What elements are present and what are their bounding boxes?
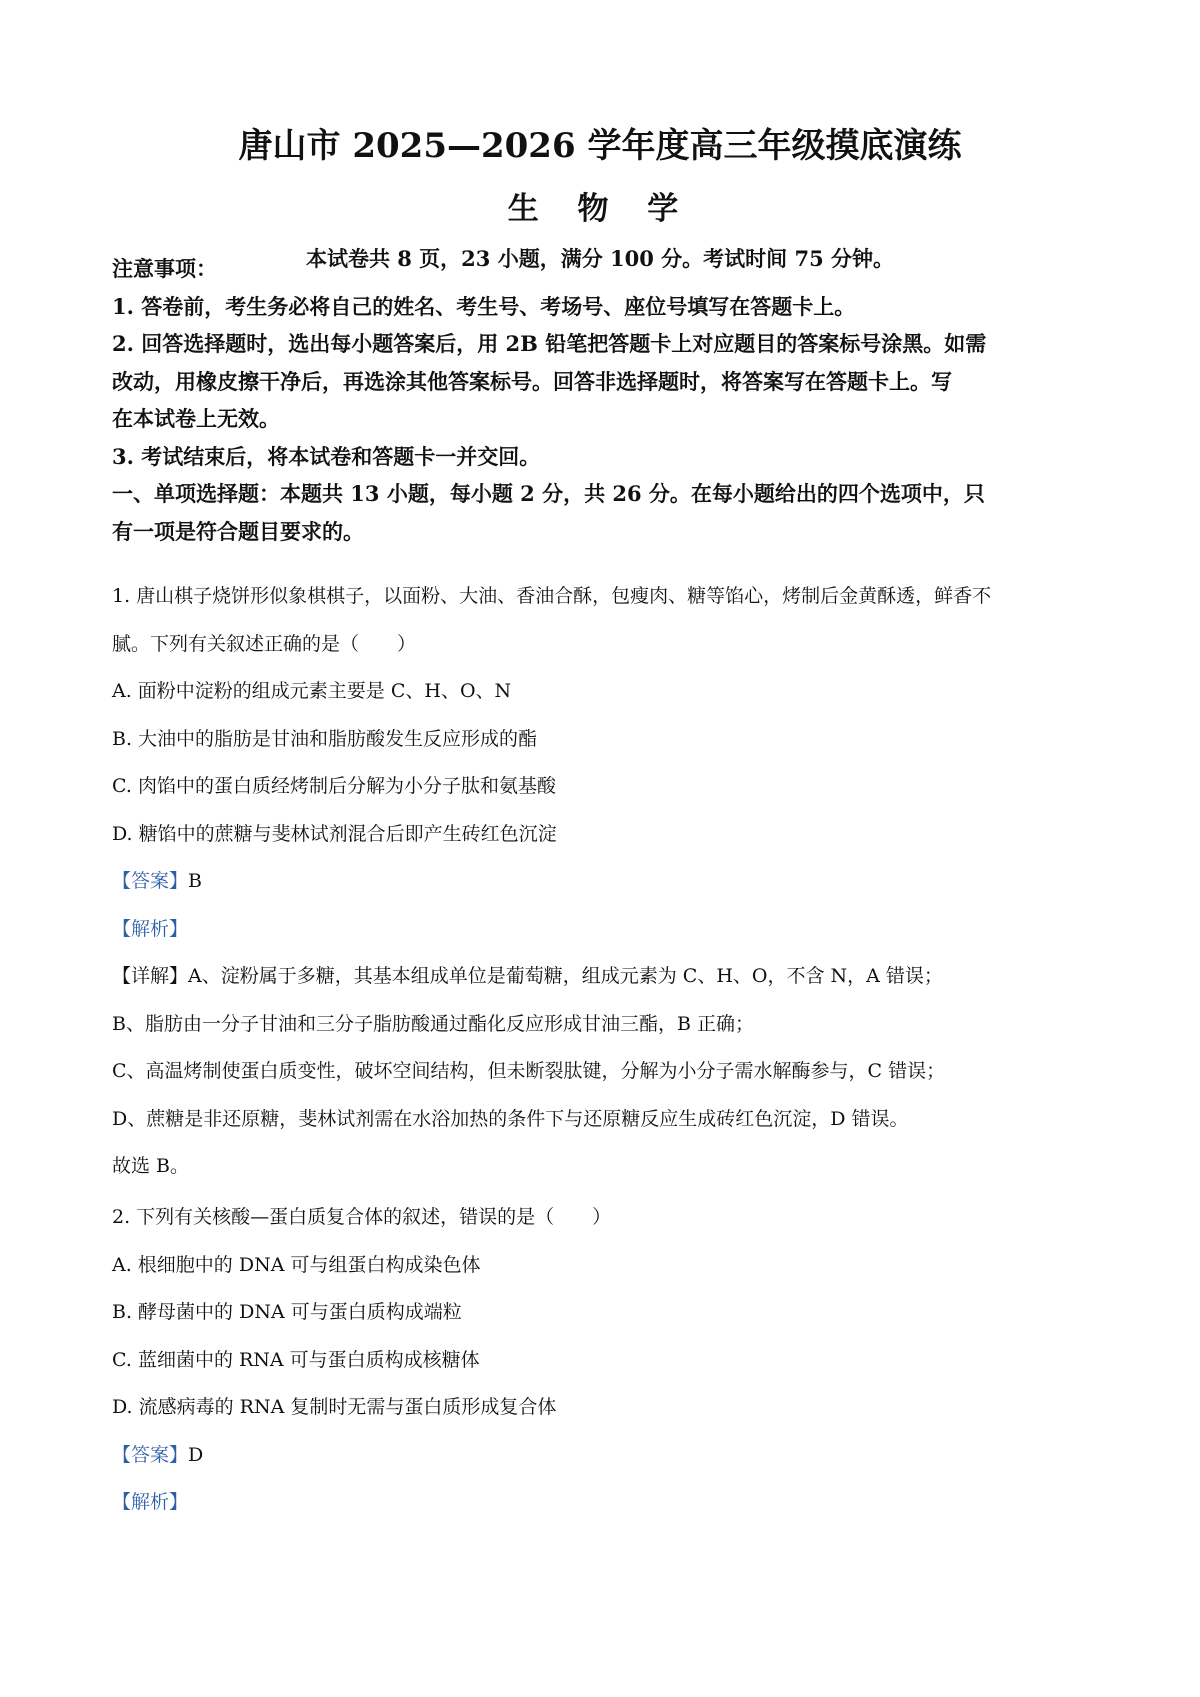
q1-option-d: D. 糖馅中的蔗糖与斐林试剂混合后即产生砖红色沉淀 (112, 822, 557, 845)
notice-block (112, 250, 1102, 550)
section-heading-line-2: 有一项是符合题目要求的。 (112, 518, 364, 544)
notice-item-2-line-3: 在本试卷上无效。 (112, 406, 280, 431)
q1-stem-line-2: 腻。下列有关叙述正确的是（ ） (112, 632, 417, 655)
q1-analysis-label: 【解析】 (112, 917, 189, 940)
q2-analysis-label: 【解析】 (112, 1491, 189, 1513)
q1-stem-line-1: 1. 唐山棋子烧饼形似象棋棋子，以面粉、大油、香油合酥，包瘦肉、糖等馅心，烤制后金黄酥透，鲜香不 (112, 585, 992, 607)
q1-detail-label: 【详解】 (112, 965, 189, 987)
q2-option-a: A. 根细胞中的 DNA 可与组蛋白构成染色体 (112, 1253, 481, 1276)
q1-option-b: B. 大油中的脂肪是甘油和脂肪酸发生反应形成的酯 (112, 727, 538, 750)
q2-stem: 2. 下列有关核酸—蛋白质复合体的叙述，错误的是（ ） (112, 1206, 612, 1228)
exam-info: 本试卷共 8 页，23 小题，满分 100 分。考试时间 75 分钟。 (305, 246, 895, 271)
q1-answer-label: 【答案】 (112, 870, 189, 892)
q1-answer-value: B (188, 870, 202, 892)
subject-title: 生 物 学 (507, 191, 693, 227)
q1-detail-b: B、脂肪由一分子甘油和三分子脂肪酸通过酯化反应形成甘油三酯，B 正确； (112, 1012, 754, 1035)
q1-option-c: C. 肉馅中的蛋白质经烤制后分解为小分子肽和氨基酸 (112, 775, 556, 797)
notice-item-1: 1. 答卷前，考生务必将自己的姓名、考生号、考场号、座位号填写在答题卡上。 (112, 293, 856, 319)
q2-option-b: B. 酵母菌中的 DNA 可与蛋白质构成端粒 (112, 1301, 462, 1323)
q2-answer-label: 【答案】 (112, 1443, 189, 1466)
q1-conclusion: 故选 B。 (112, 1155, 190, 1177)
q2-option-c: C. 蓝细菌中的 RNA 可与蛋白质构成核糖体 (112, 1348, 480, 1371)
q2-option-d: D. 流感病毒的 RNA 复制时无需与蛋白质形成复合体 (112, 1396, 557, 1418)
q1-detail-c: C、高温烤制使蛋白质变性，破坏空间结构，但未断裂肽键，分解为小分子需水解酶参与，C 错误； (112, 1060, 946, 1082)
notice-item-3: 3. 考试结束后，将本试卷和答题卡一并交回。 (112, 443, 541, 469)
q2-answer-value: D (188, 1443, 204, 1466)
q1-answer (112, 858, 1102, 906)
exam-title: 唐山市 2025—2026 学年度高三年级摸底演练 (238, 126, 962, 166)
q1-detail-a (112, 953, 1102, 1001)
notice-item-2-line-2: 改动，用橡皮擦干净后，再选涂其他答案标号。回答非选择题时，将答案写在答题卡上。写 (112, 368, 952, 394)
q1-detail-a-text: A、淀粉属于多糖，其基本组成单位是葡萄糖，组成元素为 C、H、O，不含 N，A 错误； (188, 965, 943, 987)
notice-item-2-line-1: 2. 回答选择题时，选出每小题答案后，用 2B 铅笔把答题卡上对应题目的答案标号涂黑。如需 (112, 331, 987, 356)
notice-heading: 注意事项： (112, 256, 217, 281)
question-2 (112, 1194, 1102, 1527)
section-heading-line-1: 一、单项选择题：本题共 13 小题，每小题 2 分，共 26 分。在每小题给出的四个选项中，只 (112, 481, 985, 506)
question-1 (112, 573, 1102, 1191)
q1-option-a: A. 面粉中淀粉的组成元素主要是 C、H、O、N (112, 680, 512, 702)
q1-detail-d: D、蔗糖是非还原糖，斐林试剂需在水浴加热的条件下与还原糖反应生成砖红色沉淀，D 错误。 (112, 1107, 909, 1130)
q2-answer (112, 1432, 1102, 1480)
